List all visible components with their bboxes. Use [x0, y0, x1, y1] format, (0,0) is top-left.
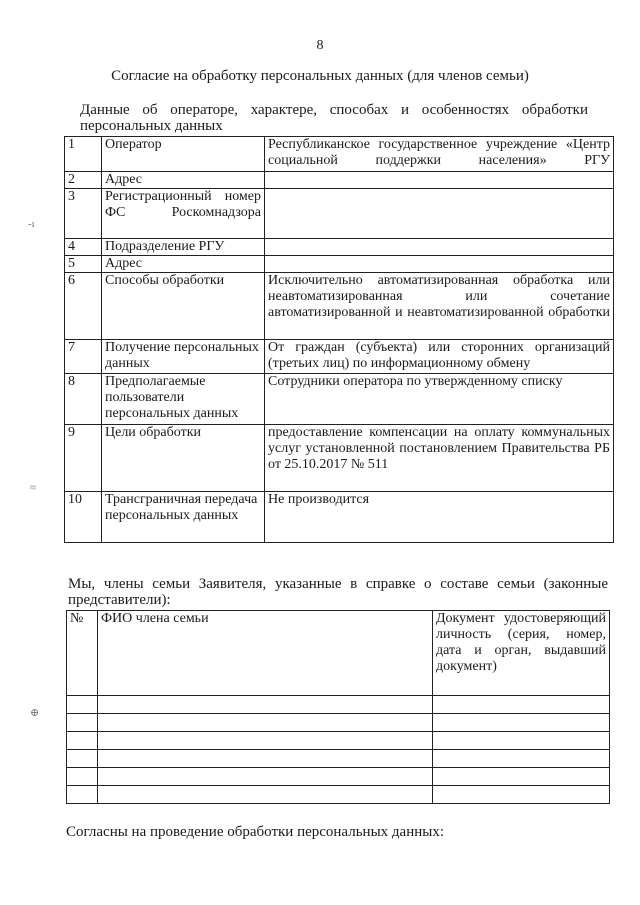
header-full-name: ФИО члена семьи	[98, 611, 433, 696]
table-row	[67, 768, 610, 786]
header-number: №	[67, 611, 98, 696]
row-value	[265, 189, 614, 239]
members-intro-line-2: представители):	[68, 592, 171, 608]
row-number: 4	[65, 239, 102, 256]
members-intro-line-1: Мы, члены семьи Заявителя, указанные в справке о составе семьи (законные	[68, 576, 608, 592]
blank-cell[interactable]	[433, 750, 610, 768]
row-value: Сотрудники оператора по утвержденному списку	[265, 374, 614, 425]
row-number: 10	[65, 492, 102, 543]
row-label: Цели обработки	[102, 425, 265, 492]
row-number: 5	[65, 256, 102, 273]
row-value	[265, 172, 614, 189]
family-members-table	[66, 610, 610, 804]
table-row	[65, 172, 614, 189]
row-label: Регистрационный номер ФС Роскомнадзора	[102, 189, 265, 239]
table-header-row	[67, 611, 610, 696]
table-row	[67, 750, 610, 768]
table-row	[65, 340, 614, 374]
margin-mark: ≈	[30, 482, 37, 494]
margin-mark: -ı	[28, 218, 35, 230]
table-row	[67, 696, 610, 714]
row-label: Способы обработки	[102, 273, 265, 340]
table-row	[65, 256, 614, 273]
row-value: Не производится	[265, 492, 614, 543]
blank-cell[interactable]	[98, 732, 433, 750]
row-number: 7	[65, 340, 102, 374]
blank-cell[interactable]	[433, 786, 610, 804]
blank-cell[interactable]	[67, 732, 98, 750]
row-label: Оператор	[102, 137, 265, 172]
operator-info-table	[64, 136, 614, 543]
blank-cell[interactable]	[98, 786, 433, 804]
blank-cell[interactable]	[433, 714, 610, 732]
consent-line: Согласны на проведение обработки персональных данных:	[66, 824, 444, 840]
members-intro-paragraph	[68, 576, 608, 608]
row-value: Республиканское государственное учреждение «Центр социальной поддержки населения» РГУ	[265, 137, 614, 172]
table-row	[65, 374, 614, 425]
table-row	[65, 137, 614, 172]
blank-cell[interactable]	[67, 714, 98, 732]
row-value	[265, 256, 614, 273]
table-row	[67, 786, 610, 804]
table-row	[65, 425, 614, 492]
blank-cell[interactable]	[67, 750, 98, 768]
blank-cell[interactable]	[98, 696, 433, 714]
row-value: Исключительно автоматизированная обработка или неавтоматизированная или сочетание автоматизированной и неавтоматизированной обработки	[265, 273, 614, 340]
row-number: 3	[65, 189, 102, 239]
intro-line-1: Данные об операторе, характере, способах и особенностях обработки	[80, 102, 588, 118]
row-label: Подразделение РГУ	[102, 239, 265, 256]
document-title: Согласие на обработку персональных данных (для членов семьи)	[111, 68, 529, 84]
row-value: От граждан (субъекта) или сторонних организаций (третьих лиц) по информационному обмену	[265, 340, 614, 374]
blank-cell[interactable]	[67, 696, 98, 714]
page-number: 8	[316, 38, 324, 53]
blank-cell[interactable]	[98, 768, 433, 786]
row-label: Предполагаемые пользователи персональных данных	[102, 374, 265, 425]
blank-cell[interactable]	[433, 696, 610, 714]
blank-cell[interactable]	[67, 786, 98, 804]
blank-cell[interactable]	[98, 750, 433, 768]
table-row	[65, 189, 614, 239]
row-value	[265, 239, 614, 256]
row-value: предоставление компенсации на оплату коммунальных услуг установленной постановлением Правительства РБ от 25.10.2017 № 511	[265, 425, 614, 492]
table-row	[65, 239, 614, 256]
row-number: 6	[65, 273, 102, 340]
blank-cell[interactable]	[67, 768, 98, 786]
row-number: 9	[65, 425, 102, 492]
header-identity-document: Документ удостоверяющий личность (серия, номер, дата и орган, выдавший документ)	[433, 611, 610, 696]
row-number: 2	[65, 172, 102, 189]
table-row	[65, 492, 614, 543]
blank-cell[interactable]	[433, 732, 610, 750]
row-number: 8	[65, 374, 102, 425]
margin-mark: ⊕	[30, 707, 40, 719]
row-label: Получение персональных данных	[102, 340, 265, 374]
table-row	[67, 714, 610, 732]
row-number: 1	[65, 137, 102, 172]
blank-cell[interactable]	[433, 768, 610, 786]
row-label: Адрес	[102, 256, 265, 273]
intro-paragraph	[80, 102, 588, 134]
blank-cell[interactable]	[98, 714, 433, 732]
table-row	[67, 732, 610, 750]
table-row	[65, 273, 614, 340]
row-label: Адрес	[102, 172, 265, 189]
row-label: Трансграничная передача персональных данных	[102, 492, 265, 543]
intro-line-2: персональных данных	[80, 118, 223, 134]
